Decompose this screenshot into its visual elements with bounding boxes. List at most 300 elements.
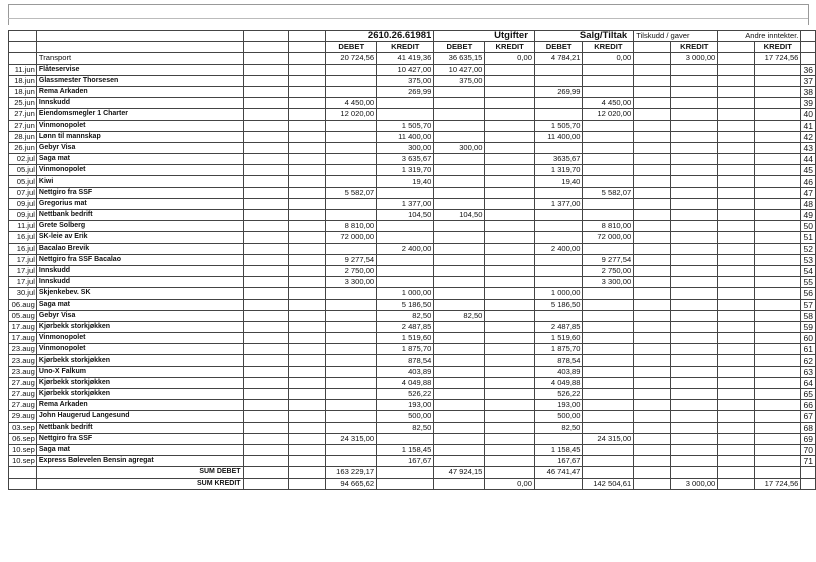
- row-date: 03.sep: [9, 422, 37, 433]
- row-acc-kredit: 526,22: [377, 389, 434, 400]
- cell-blank: [671, 377, 718, 388]
- cell-blank: [634, 321, 671, 332]
- table-row: [9, 243, 816, 254]
- cell-blank: [289, 377, 326, 388]
- cell-blank: [671, 433, 718, 444]
- row-acc-kredit: 2 400,00: [377, 243, 434, 254]
- row-date: 17.aug: [9, 333, 37, 344]
- table-row: [9, 456, 816, 467]
- row-date: 23.aug: [9, 344, 37, 355]
- cell-blank: [534, 478, 583, 489]
- row-acc-debet: [326, 176, 377, 187]
- header-andre-kredit: KREDIT: [755, 42, 801, 53]
- row-acc-debet: [326, 210, 377, 221]
- cell-blank: [634, 98, 671, 109]
- cell-blank: [718, 265, 755, 276]
- header-blank: [634, 42, 671, 53]
- cell-blank: [718, 344, 755, 355]
- cell-blank: [671, 232, 718, 243]
- row-utg-debet: [434, 98, 485, 109]
- header-blank: [801, 42, 816, 53]
- cell-blank: [485, 467, 535, 478]
- table-row: [9, 131, 816, 142]
- row-utg-kredit: [485, 154, 535, 165]
- cell-blank: [243, 310, 289, 321]
- row-acc-kredit: 5 186,50: [377, 299, 434, 310]
- row-utg-debet: [434, 400, 485, 411]
- cell-blank: [634, 176, 671, 187]
- row-salg-debet: 526,22: [534, 389, 583, 400]
- sum-debet-utg: 47 924,15: [434, 467, 485, 478]
- row-description: Gebyr Visa: [36, 142, 243, 153]
- cell-blank: [755, 165, 801, 176]
- cell-blank: [755, 433, 801, 444]
- cell-blank: [289, 109, 326, 120]
- row-salg-kredit: [583, 86, 634, 97]
- row-utg-debet: [434, 221, 485, 232]
- cell-blank: [634, 75, 671, 86]
- row-utg-kredit: [485, 243, 535, 254]
- cell-blank: [671, 299, 718, 310]
- row-acc-debet: [326, 142, 377, 153]
- cell-blank: [377, 467, 434, 478]
- row-date: 11.jul: [9, 221, 37, 232]
- row-acc-kredit: [377, 109, 434, 120]
- cell-blank: [377, 478, 434, 489]
- transport-tilskudd-kredit: 3 000,00: [671, 53, 718, 64]
- cell-blank: [671, 366, 718, 377]
- sum-debet-acc: 163 229,17: [326, 467, 377, 478]
- row-salg-kredit: [583, 344, 634, 355]
- cell-blank: [755, 411, 801, 422]
- row-acc-kredit: 878,54: [377, 355, 434, 366]
- cell-blank: [634, 109, 671, 120]
- cell-blank: [671, 86, 718, 97]
- table-row: [9, 411, 816, 422]
- cell-blank: [718, 299, 755, 310]
- row-salg-debet: 1 519,60: [534, 333, 583, 344]
- cell-blank: [671, 210, 718, 221]
- table-row: [9, 321, 816, 332]
- row-salg-kredit: [583, 198, 634, 209]
- cell-blank: [289, 277, 326, 288]
- cell-blank: [434, 478, 485, 489]
- row-index: 46: [801, 176, 816, 187]
- row-salg-debet: [534, 254, 583, 265]
- row-acc-debet: 12 020,00: [326, 109, 377, 120]
- row-index: 52: [801, 243, 816, 254]
- row-salg-kredit: [583, 456, 634, 467]
- row-salg-debet: 878,54: [534, 355, 583, 366]
- row-description: Saga mat: [36, 299, 243, 310]
- cell-blank: [671, 75, 718, 86]
- header-salg: Salg/Tiltak: [534, 31, 633, 42]
- row-utg-debet: [434, 344, 485, 355]
- row-utg-kredit: [485, 142, 535, 153]
- table-row: [9, 389, 816, 400]
- row-salg-debet: 269,99: [534, 86, 583, 97]
- row-date: 29.aug: [9, 411, 37, 422]
- cell-blank: [583, 467, 634, 478]
- row-index: 58: [801, 310, 816, 321]
- row-description: Flåteservise: [36, 64, 243, 75]
- cell-blank: [243, 64, 289, 75]
- row-salg-kredit: [583, 176, 634, 187]
- row-utg-kredit: [485, 433, 535, 444]
- cell-blank: [289, 86, 326, 97]
- cell-blank: [634, 344, 671, 355]
- cell-blank: [634, 243, 671, 254]
- row-acc-debet: [326, 120, 377, 131]
- cell-blank: [755, 187, 801, 198]
- cell-blank: [755, 265, 801, 276]
- row-description: Vinmonopolet: [36, 120, 243, 131]
- cell-blank: [634, 64, 671, 75]
- row-salg-debet: 1 319,70: [534, 165, 583, 176]
- row-acc-kredit: 375,00: [377, 75, 434, 86]
- row-description: Nettgiro fra SSF: [36, 433, 243, 444]
- row-date: 09.jul: [9, 198, 37, 209]
- cell-blank: [671, 109, 718, 120]
- cell-blank: [755, 109, 801, 120]
- cell-blank: [243, 377, 289, 388]
- row-date: 26.jun: [9, 142, 37, 153]
- sheet-top-rule: [8, 18, 808, 19]
- table-row: [9, 86, 816, 97]
- row-salg-debet: 82,50: [534, 422, 583, 433]
- cell-blank: [671, 142, 718, 153]
- cell-blank: [289, 288, 326, 299]
- row-acc-kredit: 104,50: [377, 210, 434, 221]
- row-utg-debet: [434, 299, 485, 310]
- table-row: [9, 310, 816, 321]
- sum-kredit-tilskudd: 3 000,00: [671, 478, 718, 489]
- row-index: 56: [801, 288, 816, 299]
- cell-blank: [755, 221, 801, 232]
- cell-blank: [718, 444, 755, 455]
- row-description: Nettbank bedrift: [36, 422, 243, 433]
- cell-blank: [243, 243, 289, 254]
- row-salg-debet: [534, 98, 583, 109]
- header-blank: [289, 42, 326, 53]
- row-acc-kredit: 1 875,70: [377, 344, 434, 355]
- cell-blank: [801, 478, 816, 489]
- row-acc-debet: [326, 154, 377, 165]
- header-salg-kredit: KREDIT: [583, 42, 634, 53]
- table-row: [9, 344, 816, 355]
- cell-blank: [718, 478, 755, 489]
- row-utg-debet: [434, 422, 485, 433]
- row-description: Nettbank bedrift: [36, 210, 243, 221]
- row-description: SK-leie av Erik: [36, 232, 243, 243]
- cell-blank: [289, 221, 326, 232]
- cell-blank: [755, 64, 801, 75]
- cell-blank: [634, 120, 671, 131]
- row-acc-debet: [326, 288, 377, 299]
- row-description: Innskudd: [36, 277, 243, 288]
- row-utg-kredit: [485, 98, 535, 109]
- cell-blank: [634, 165, 671, 176]
- cell-blank: [634, 355, 671, 366]
- row-utg-debet: [434, 277, 485, 288]
- header-tilskudd-kredit: KREDIT: [671, 42, 718, 53]
- row-utg-kredit: [485, 288, 535, 299]
- row-index: 36: [801, 64, 816, 75]
- row-utg-debet: 10 427,00: [434, 64, 485, 75]
- cell-blank: [243, 221, 289, 232]
- cell-blank: [634, 433, 671, 444]
- row-index: 38: [801, 86, 816, 97]
- cell-blank: [289, 254, 326, 265]
- sum-kredit-andre: 17 724,56: [755, 478, 801, 489]
- cell-blank: [755, 366, 801, 377]
- row-utg-kredit: [485, 232, 535, 243]
- row-salg-kredit: [583, 210, 634, 221]
- cell-blank: [289, 310, 326, 321]
- row-description: Kjørbekk storkjøkken: [36, 377, 243, 388]
- cell-blank: [243, 142, 289, 153]
- row-acc-kredit: 300,00: [377, 142, 434, 153]
- transport-salg-debet: 4 784,21: [534, 53, 583, 64]
- cell-blank: [289, 444, 326, 455]
- row-utg-kredit: [485, 377, 535, 388]
- header-blank: [718, 42, 755, 53]
- cell-blank: [634, 299, 671, 310]
- row-date: 06.aug: [9, 299, 37, 310]
- row-utg-kredit: [485, 422, 535, 433]
- row-salg-debet: 4 049,88: [534, 377, 583, 388]
- row-acc-debet: [326, 310, 377, 321]
- cell-blank: [289, 176, 326, 187]
- cell-blank: [671, 411, 718, 422]
- cell-blank: [243, 288, 289, 299]
- cell-blank: [634, 400, 671, 411]
- cell-blank: [718, 210, 755, 221]
- cell-blank: [634, 265, 671, 276]
- cell-blank: [755, 198, 801, 209]
- row-utg-kredit: [485, 254, 535, 265]
- row-acc-debet: 4 450,00: [326, 98, 377, 109]
- row-salg-kredit: 9 277,54: [583, 254, 634, 265]
- row-index: 49: [801, 210, 816, 221]
- row-salg-debet: [534, 433, 583, 444]
- cell-blank: [634, 456, 671, 467]
- ledger-table: [8, 30, 816, 490]
- row-description: Bacalao Brevik: [36, 243, 243, 254]
- row-description: Nettgiro fra SSF Bacalao: [36, 254, 243, 265]
- transport-utg-kredit: 0,00: [485, 53, 535, 64]
- cell-blank: [289, 456, 326, 467]
- transport-acc-kredit: 41 419,36: [377, 53, 434, 64]
- row-description: Gebyr Visa: [36, 310, 243, 321]
- row-index: 67: [801, 411, 816, 422]
- row-date: 18.jun: [9, 86, 37, 97]
- row-description: Innskudd: [36, 265, 243, 276]
- row-acc-debet: [326, 422, 377, 433]
- row-description: Saga mat: [36, 444, 243, 455]
- row-acc-debet: [326, 456, 377, 467]
- row-description: Skjenkebev. SK: [36, 288, 243, 299]
- cell-blank: [671, 254, 718, 265]
- cell-blank: [718, 411, 755, 422]
- row-acc-kredit: 1 319,70: [377, 165, 434, 176]
- table-row: [9, 221, 816, 232]
- cell-blank: [289, 265, 326, 276]
- row-salg-debet: 500,00: [534, 411, 583, 422]
- cell-blank: [755, 154, 801, 165]
- cell-blank: [718, 109, 755, 120]
- row-acc-kredit: [377, 232, 434, 243]
- cell-blank: [634, 389, 671, 400]
- cell-blank: [718, 165, 755, 176]
- cell-blank: [9, 53, 37, 64]
- cell-blank: [243, 456, 289, 467]
- row-utg-debet: [434, 321, 485, 332]
- row-acc-debet: [326, 198, 377, 209]
- row-acc-debet: [326, 131, 377, 142]
- cell-blank: [755, 389, 801, 400]
- row-utg-debet: [434, 355, 485, 366]
- row-acc-debet: [326, 355, 377, 366]
- cell-blank: [671, 131, 718, 142]
- row-salg-kredit: [583, 154, 634, 165]
- row-date: 10.sep: [9, 456, 37, 467]
- cell-blank: [755, 288, 801, 299]
- cell-blank: [755, 310, 801, 321]
- row-acc-debet: [326, 321, 377, 332]
- cell-blank: [634, 377, 671, 388]
- cell-blank: [243, 187, 289, 198]
- cell-blank: [243, 53, 289, 64]
- row-description: Kjørbekk storkjøkken: [36, 389, 243, 400]
- row-index: 63: [801, 366, 816, 377]
- row-salg-debet: [534, 109, 583, 120]
- row-description: Nettgiro fra SSF: [36, 187, 243, 198]
- row-acc-debet: 3 300,00: [326, 277, 377, 288]
- row-acc-kredit: 269,99: [377, 86, 434, 97]
- cell-blank: [718, 422, 755, 433]
- cell-blank: [718, 355, 755, 366]
- cell-blank: [634, 131, 671, 142]
- row-utg-debet: [434, 120, 485, 131]
- cell-blank: [289, 333, 326, 344]
- cell-blank: [718, 433, 755, 444]
- row-index: 70: [801, 444, 816, 455]
- row-salg-debet: [534, 187, 583, 198]
- row-acc-kredit: 19,40: [377, 176, 434, 187]
- cell-blank: [671, 154, 718, 165]
- row-salg-debet: [534, 265, 583, 276]
- row-acc-debet: 24 315,00: [326, 433, 377, 444]
- cell-blank: [243, 333, 289, 344]
- cell-blank: [718, 64, 755, 75]
- row-acc-debet: 2 750,00: [326, 265, 377, 276]
- row-acc-kredit: [377, 98, 434, 109]
- cell-blank: [755, 456, 801, 467]
- cell-blank: [289, 165, 326, 176]
- cell-blank: [671, 243, 718, 254]
- cell-blank: [671, 64, 718, 75]
- row-description: John Haugerud Langesund: [36, 411, 243, 422]
- row-utg-debet: [434, 154, 485, 165]
- row-utg-kredit: [485, 86, 535, 97]
- row-salg-kredit: 3 300,00: [583, 277, 634, 288]
- cell-blank: [718, 75, 755, 86]
- row-salg-kredit: [583, 120, 634, 131]
- row-date: 25.jun: [9, 98, 37, 109]
- cell-blank: [289, 400, 326, 411]
- cell-blank: [243, 254, 289, 265]
- cell-blank: [243, 444, 289, 455]
- row-acc-kredit: 1 158,45: [377, 444, 434, 455]
- row-utg-kredit: [485, 444, 535, 455]
- row-date: 27.jun: [9, 120, 37, 131]
- cell-blank: [671, 321, 718, 332]
- table-row: [9, 142, 816, 153]
- row-salg-kredit: [583, 444, 634, 455]
- transport-label: Transport: [36, 53, 243, 64]
- row-salg-kredit: [583, 366, 634, 377]
- cell-blank: [755, 210, 801, 221]
- row-description: Vinmonopolet: [36, 165, 243, 176]
- row-utg-kredit: [485, 355, 535, 366]
- row-date: 30.jul: [9, 288, 37, 299]
- cell-blank: [755, 400, 801, 411]
- cell-blank: [755, 131, 801, 142]
- row-utg-kredit: [485, 165, 535, 176]
- row-date: 05.aug: [9, 310, 37, 321]
- header-blank: [289, 31, 326, 42]
- cell-blank: [671, 187, 718, 198]
- table-row: [9, 98, 816, 109]
- row-description: Innskudd: [36, 98, 243, 109]
- cell-blank: [243, 299, 289, 310]
- cell-blank: [755, 176, 801, 187]
- row-utg-kredit: [485, 120, 535, 131]
- cell-blank: [634, 478, 671, 489]
- row-acc-kredit: [377, 277, 434, 288]
- table-row: [9, 377, 816, 388]
- cell-blank: [289, 98, 326, 109]
- cell-blank: [755, 344, 801, 355]
- cell-blank: [718, 120, 755, 131]
- cell-blank: [243, 366, 289, 377]
- row-index: 40: [801, 109, 816, 120]
- row-utg-kredit: [485, 109, 535, 120]
- cell-blank: [718, 243, 755, 254]
- row-utg-kredit: [485, 366, 535, 377]
- table-row: [9, 444, 816, 455]
- cell-blank: [755, 377, 801, 388]
- cell-blank: [755, 98, 801, 109]
- row-acc-kredit: [377, 433, 434, 444]
- row-acc-debet: [326, 75, 377, 86]
- transport-acc-debet: 20 724,56: [326, 53, 377, 64]
- cell-blank: [289, 198, 326, 209]
- row-utg-kredit: [485, 277, 535, 288]
- cell-blank: [718, 187, 755, 198]
- cell-blank: [671, 422, 718, 433]
- row-salg-debet: 19,40: [534, 176, 583, 187]
- cell-blank: [289, 366, 326, 377]
- row-salg-debet: 1 158,45: [534, 444, 583, 455]
- row-acc-kredit: 10 427,00: [377, 64, 434, 75]
- row-salg-debet: 193,00: [534, 400, 583, 411]
- row-acc-kredit: [377, 221, 434, 232]
- cell-blank: [289, 187, 326, 198]
- row-utg-kredit: [485, 400, 535, 411]
- cell-blank: [671, 165, 718, 176]
